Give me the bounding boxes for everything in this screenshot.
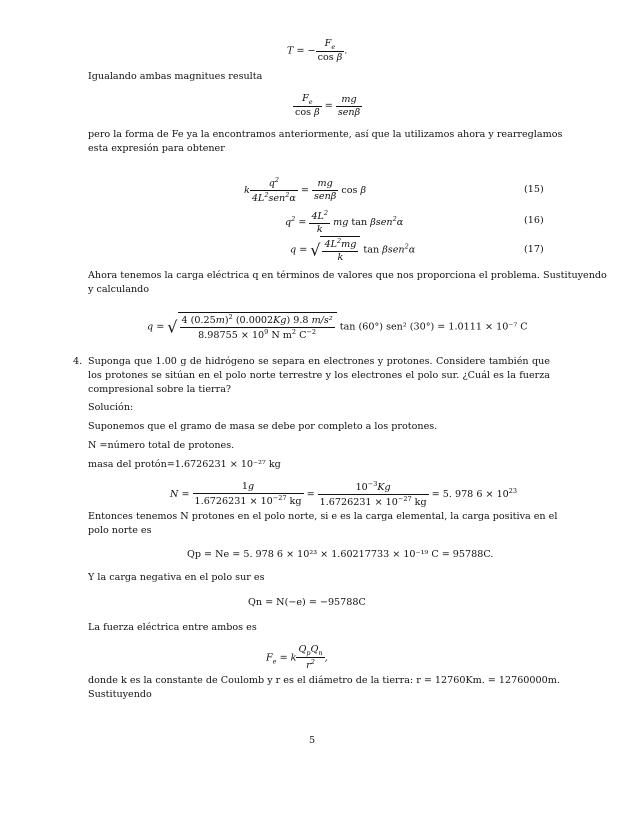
- suppose-text: Suponemos que el gramo de masa se debe por completo a los protones.: [88, 421, 438, 432]
- equation-q-numeric: q = √ $\frac{4 (0.25m)^2 (0.0002Kg) 9.8 m/s^2}{8.98755 \times 10^9 N m^2 C^{-2}}$ tan (60°) sen² (30°) = 1.0111 × 10⁻⁷ C: [147, 313, 528, 342]
- paragraph-6-continued: Sustituyendo: [88, 689, 152, 700]
- equation-17: q = √ $\frac{4L^2mg}{k}$ tan βsen$^2$α: [290, 237, 416, 264]
- equation-q-result: tan (60°) sen² (30°) = 1.0111 × 10⁻⁷ C: [339, 321, 528, 333]
- item-4-line-2: los protones se sitúan en el polo norte terrestre y los electrones el polo sur. ¿Cuál es la fuerza: [88, 370, 550, 381]
- equation-qn: Qn = N(−e) = −95788C: [248, 597, 366, 608]
- equation-qp: Qp = Ne = 5. 978 6 × 10²³ × 1.60217733 × 10⁻¹⁹ C = 95788C.: [187, 549, 494, 560]
- equation-17-number: (17): [524, 244, 544, 255]
- equation-15-number: (15): [524, 184, 544, 195]
- equation-16: $q^2$ = $\frac{4L^2}{k}$ mg tan βsen$^2$α: [285, 209, 404, 236]
- paragraph-3-continued: polo norte es: [88, 525, 152, 536]
- item-4-line-3: compresional sobre la tierra?: [88, 384, 232, 395]
- item-4-number: 4.: [73, 356, 83, 367]
- paragraph-4: Y la carga negativa en el polo sur es: [88, 572, 265, 583]
- page-number: 5: [309, 735, 316, 746]
- equation-balance: $\frac{F_e}{\text{cos β}}$ = $\frac{mg}{\text{senβ}}$: [295, 93, 361, 119]
- proton-mass: masa del protón=1.6726231 × 10⁻²⁷ kg: [88, 459, 281, 470]
- paragraph-2: Ahora tenemos la carga eléctrica q en términos de valores que nos proporciona el problema. Sustituyendo: [88, 270, 607, 281]
- intro-text: Igualando ambas magnitues resulta: [88, 71, 263, 82]
- solution-label: Solución:: [88, 402, 134, 413]
- equation-tension: T = − $\frac{F_e}{\text{cos β}}$ .: [287, 38, 348, 64]
- paragraph-1-continued: esta expresión para obtener: [88, 143, 225, 154]
- equation-n: N = $\frac{1g}{1.6726231 \times 10^{-27} kg}$ = $\frac{10^{-3}Kg}{1.6726231 \times 10^{-27} kg}$ = 5. 978 $6 \times 10^{23}$: [170, 480, 518, 509]
- equation-16-number: (16): [524, 215, 544, 226]
- paragraph-2-continued: y calculando: [88, 284, 150, 295]
- paragraph-6: donde k es la constante de Coulomb y r es el diámetro de la tierra: r = 12760Km. = 12760000m.: [88, 675, 560, 686]
- equation-15: k $\frac{q^2}{4L^2sen^2\alpha}$ = $\frac{mg}{\text{senβ}}$ cos β: [244, 176, 367, 205]
- n-definition: N =número total de protones.: [88, 440, 235, 451]
- paragraph-1: pero la forma de Fe ya la encontramos anteriormente, así que la utilizamos ahora y rearreglamos: [88, 129, 563, 140]
- paragraph-3: Entonces tenemos N protones en el polo norte, si e es la carga elemental, la carga positiva en el: [88, 511, 558, 522]
- equation-force: $F_e = k$ $\frac{Q_pQ_n}{r^2}$ ,: [266, 644, 328, 672]
- item-4-line-1: Suponga que 1.00 g de hidrógeno se separa en electrones y protones. Considere también que: [88, 356, 550, 367]
- paragraph-5: La fuerza eléctrica entre ambos es: [88, 622, 257, 633]
